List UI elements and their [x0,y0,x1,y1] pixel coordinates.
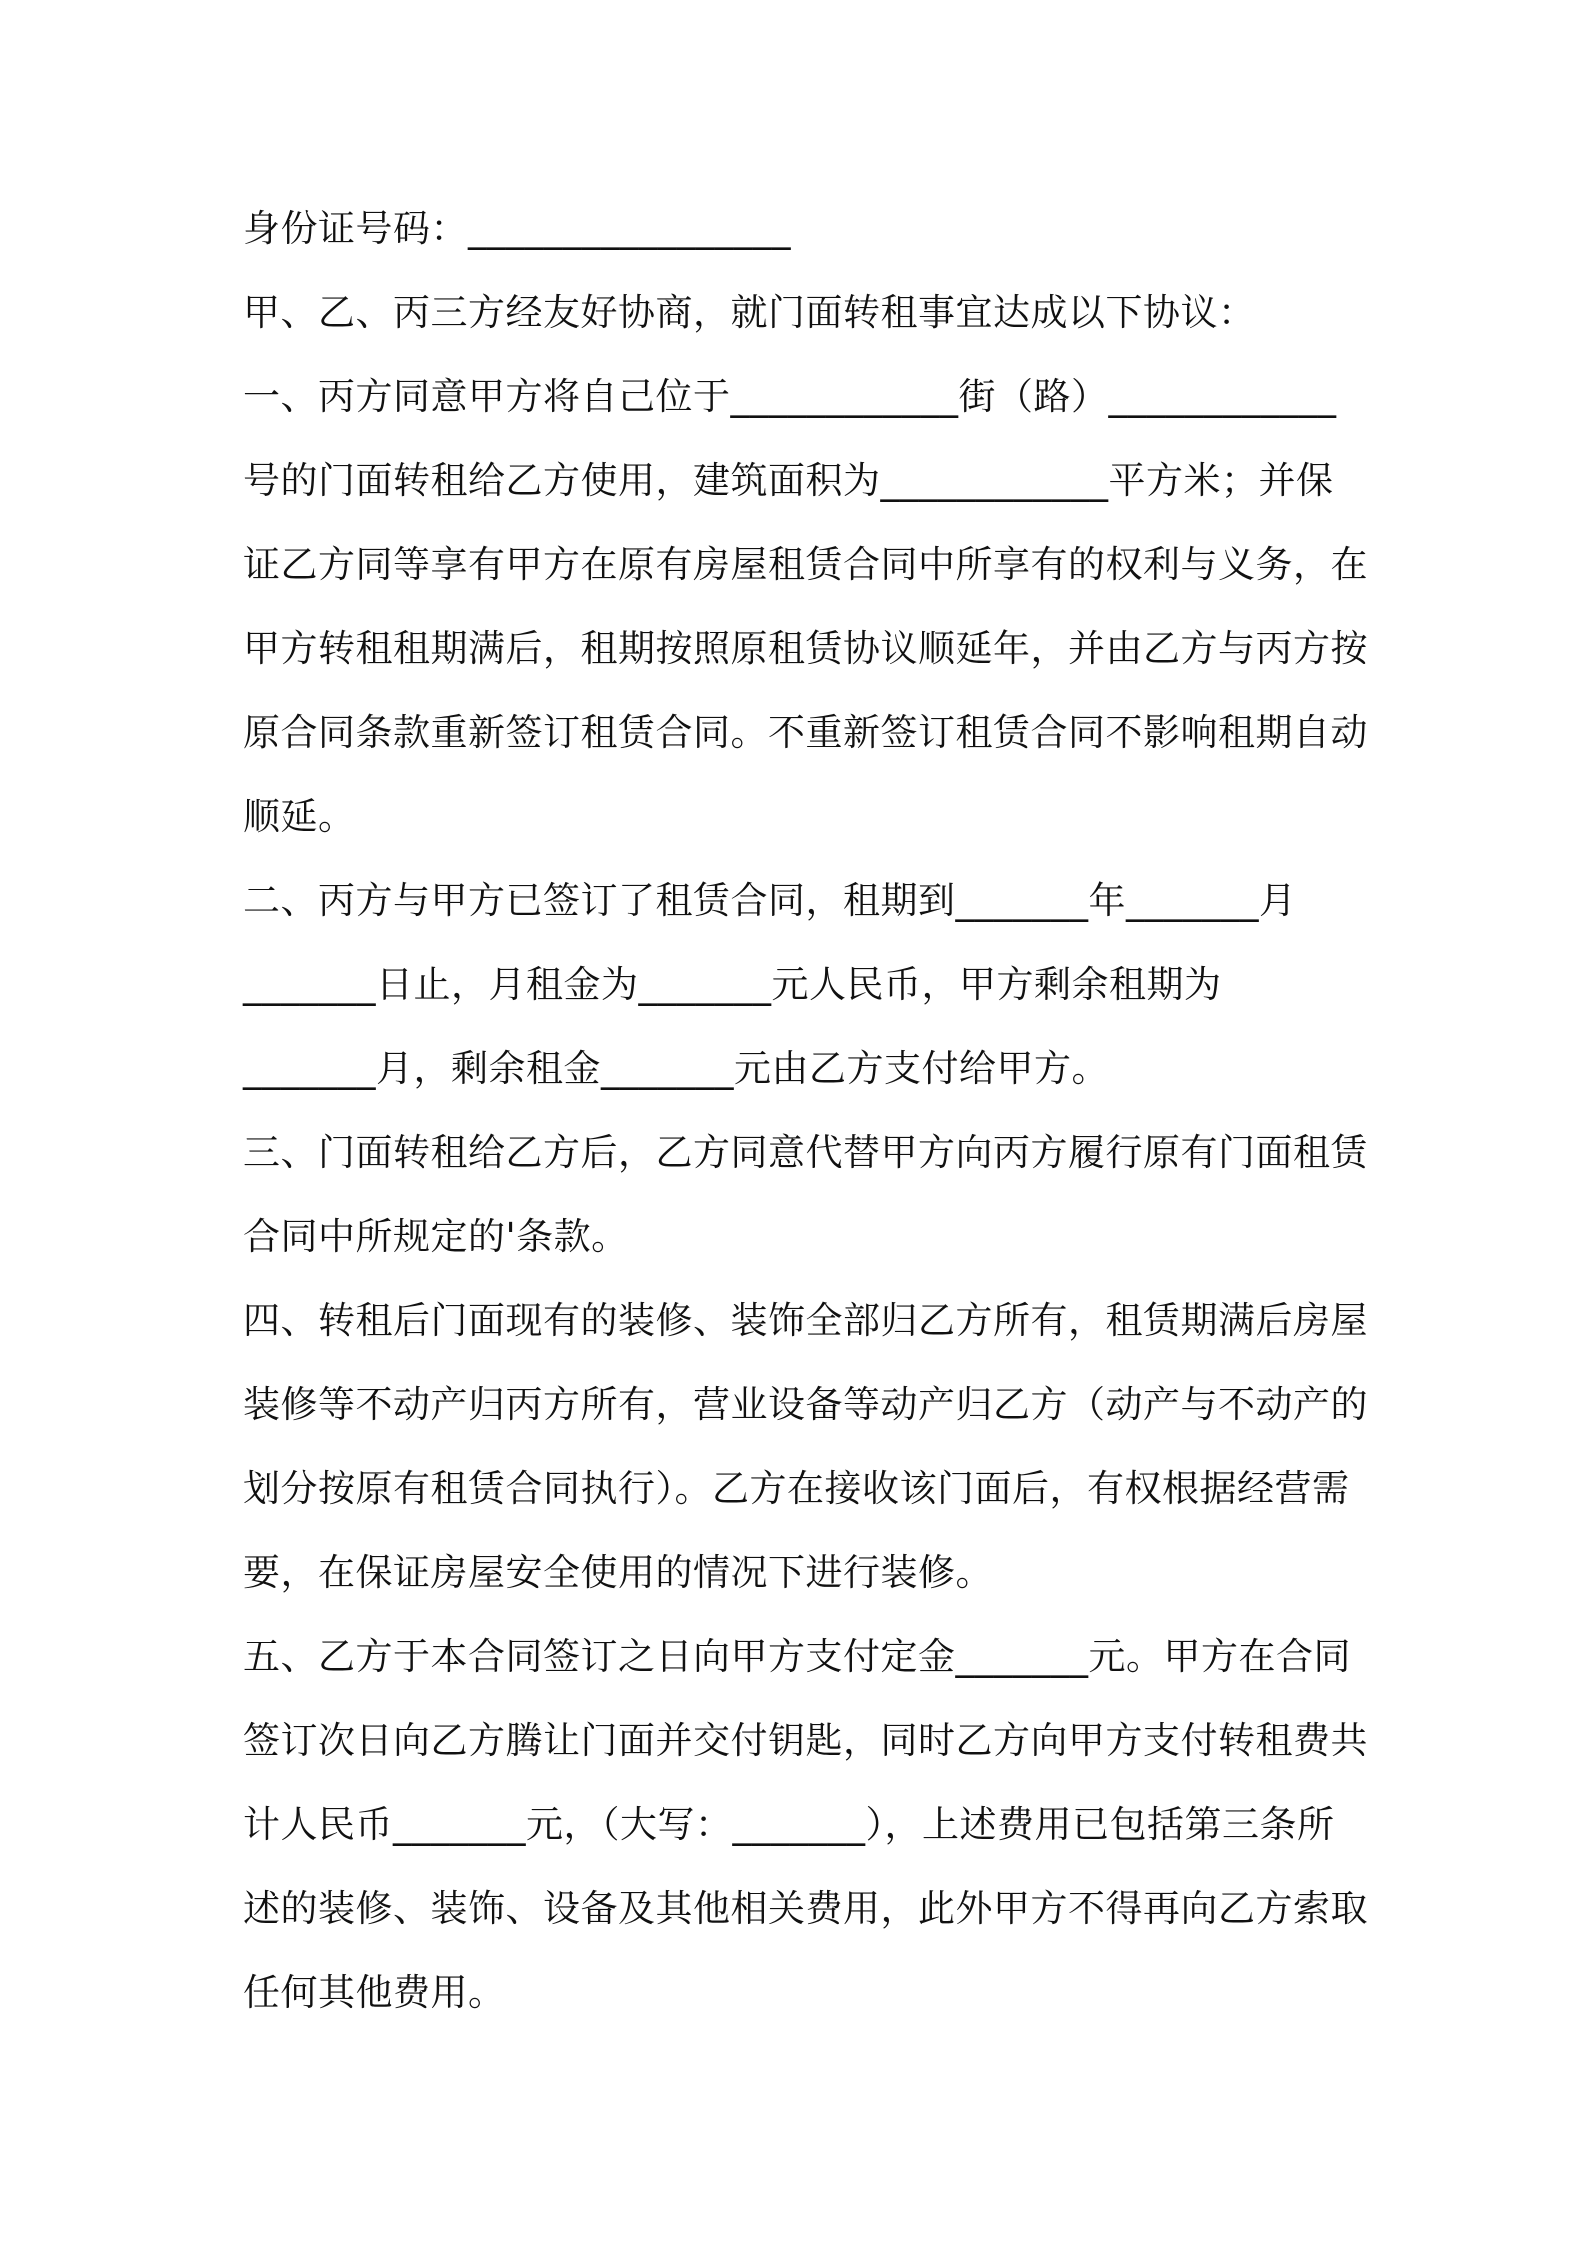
clause-4-line-1: 四、转租后门面现有的装修、装饰全部归乙方所有，租赁期满后房屋 [243,1299,1368,1342]
clause-3-line-2: 合同中所规定的'条款。 [243,1215,629,1258]
clause-1-line-5: 原合同条款重新签订租赁合同。不重新签订租赁合同不影响租期自动 [243,711,1368,754]
clause-5-line-3: 计人民币_______元，（大写：_______），上述费用已包括第三条所 [243,1803,1335,1846]
agreement-intro: 甲、乙、丙三方经友好协商，就门面转租事宜达成以下协议： [243,291,1256,334]
clause-2-line-2: _______日止，月租金为_______元人民币，甲方剩余租期为 [243,963,1222,1006]
clause-1-line-2: 号的门面转租给乙方使用，建筑面积为____________平方米；并保 [243,459,1334,502]
clause-2-line-3: _______月，剩余租金_______元由乙方支付给甲方。 [243,1047,1109,1090]
clause-3-line-1: 三、门面转租给乙方后，乙方同意代替甲方向丙方履行原有门面租赁 [243,1131,1368,1174]
clause-5-line-5: 任何其他费用。 [243,1971,506,2014]
clause-5-line-4: 述的装修、装饰、设备及其他相关费用，此外甲方不得再向乙方索取 [243,1887,1368,1930]
clause-1-line-1: 一、丙方同意甲方将自己位于____________街（路）____________ [243,375,1337,418]
clause-1-line-6: 顺延。 [243,795,356,838]
clause-1-line-3: 证乙方同等享有甲方在原有房屋租赁合同中所享有的权利与义务，在 [243,543,1368,586]
clause-4-line-4: 要，在保证房屋安全使用的情况下进行装修。 [243,1551,993,1594]
clause-1-line-4: 甲方转租租期满后，租期按照原租赁协议顺延年，并由乙方与丙方按 [243,627,1368,670]
clause-4-line-3: 划分按原有租赁合同执行）。乙方在接收该门面后，有权根据经营需 [243,1467,1350,1510]
id-number-line: 身份证号码：_________________ [243,207,791,250]
clause-5-line-2: 签订次日向乙方腾让门面并交付钥匙，同时乙方向甲方支付转租费共 [243,1719,1368,1762]
clause-5-line-1: 五、乙方于本合同签订之日向甲方支付定金_______元。甲方在合同 [243,1635,1351,1678]
clause-2-line-1: 二、丙方与甲方已签订了租赁合同，租期到_______年_______月 [243,879,1297,922]
clause-4-line-2: 装修等不动产归丙方所有，营业设备等动产归乙方（动产与不动产的 [243,1383,1368,1426]
